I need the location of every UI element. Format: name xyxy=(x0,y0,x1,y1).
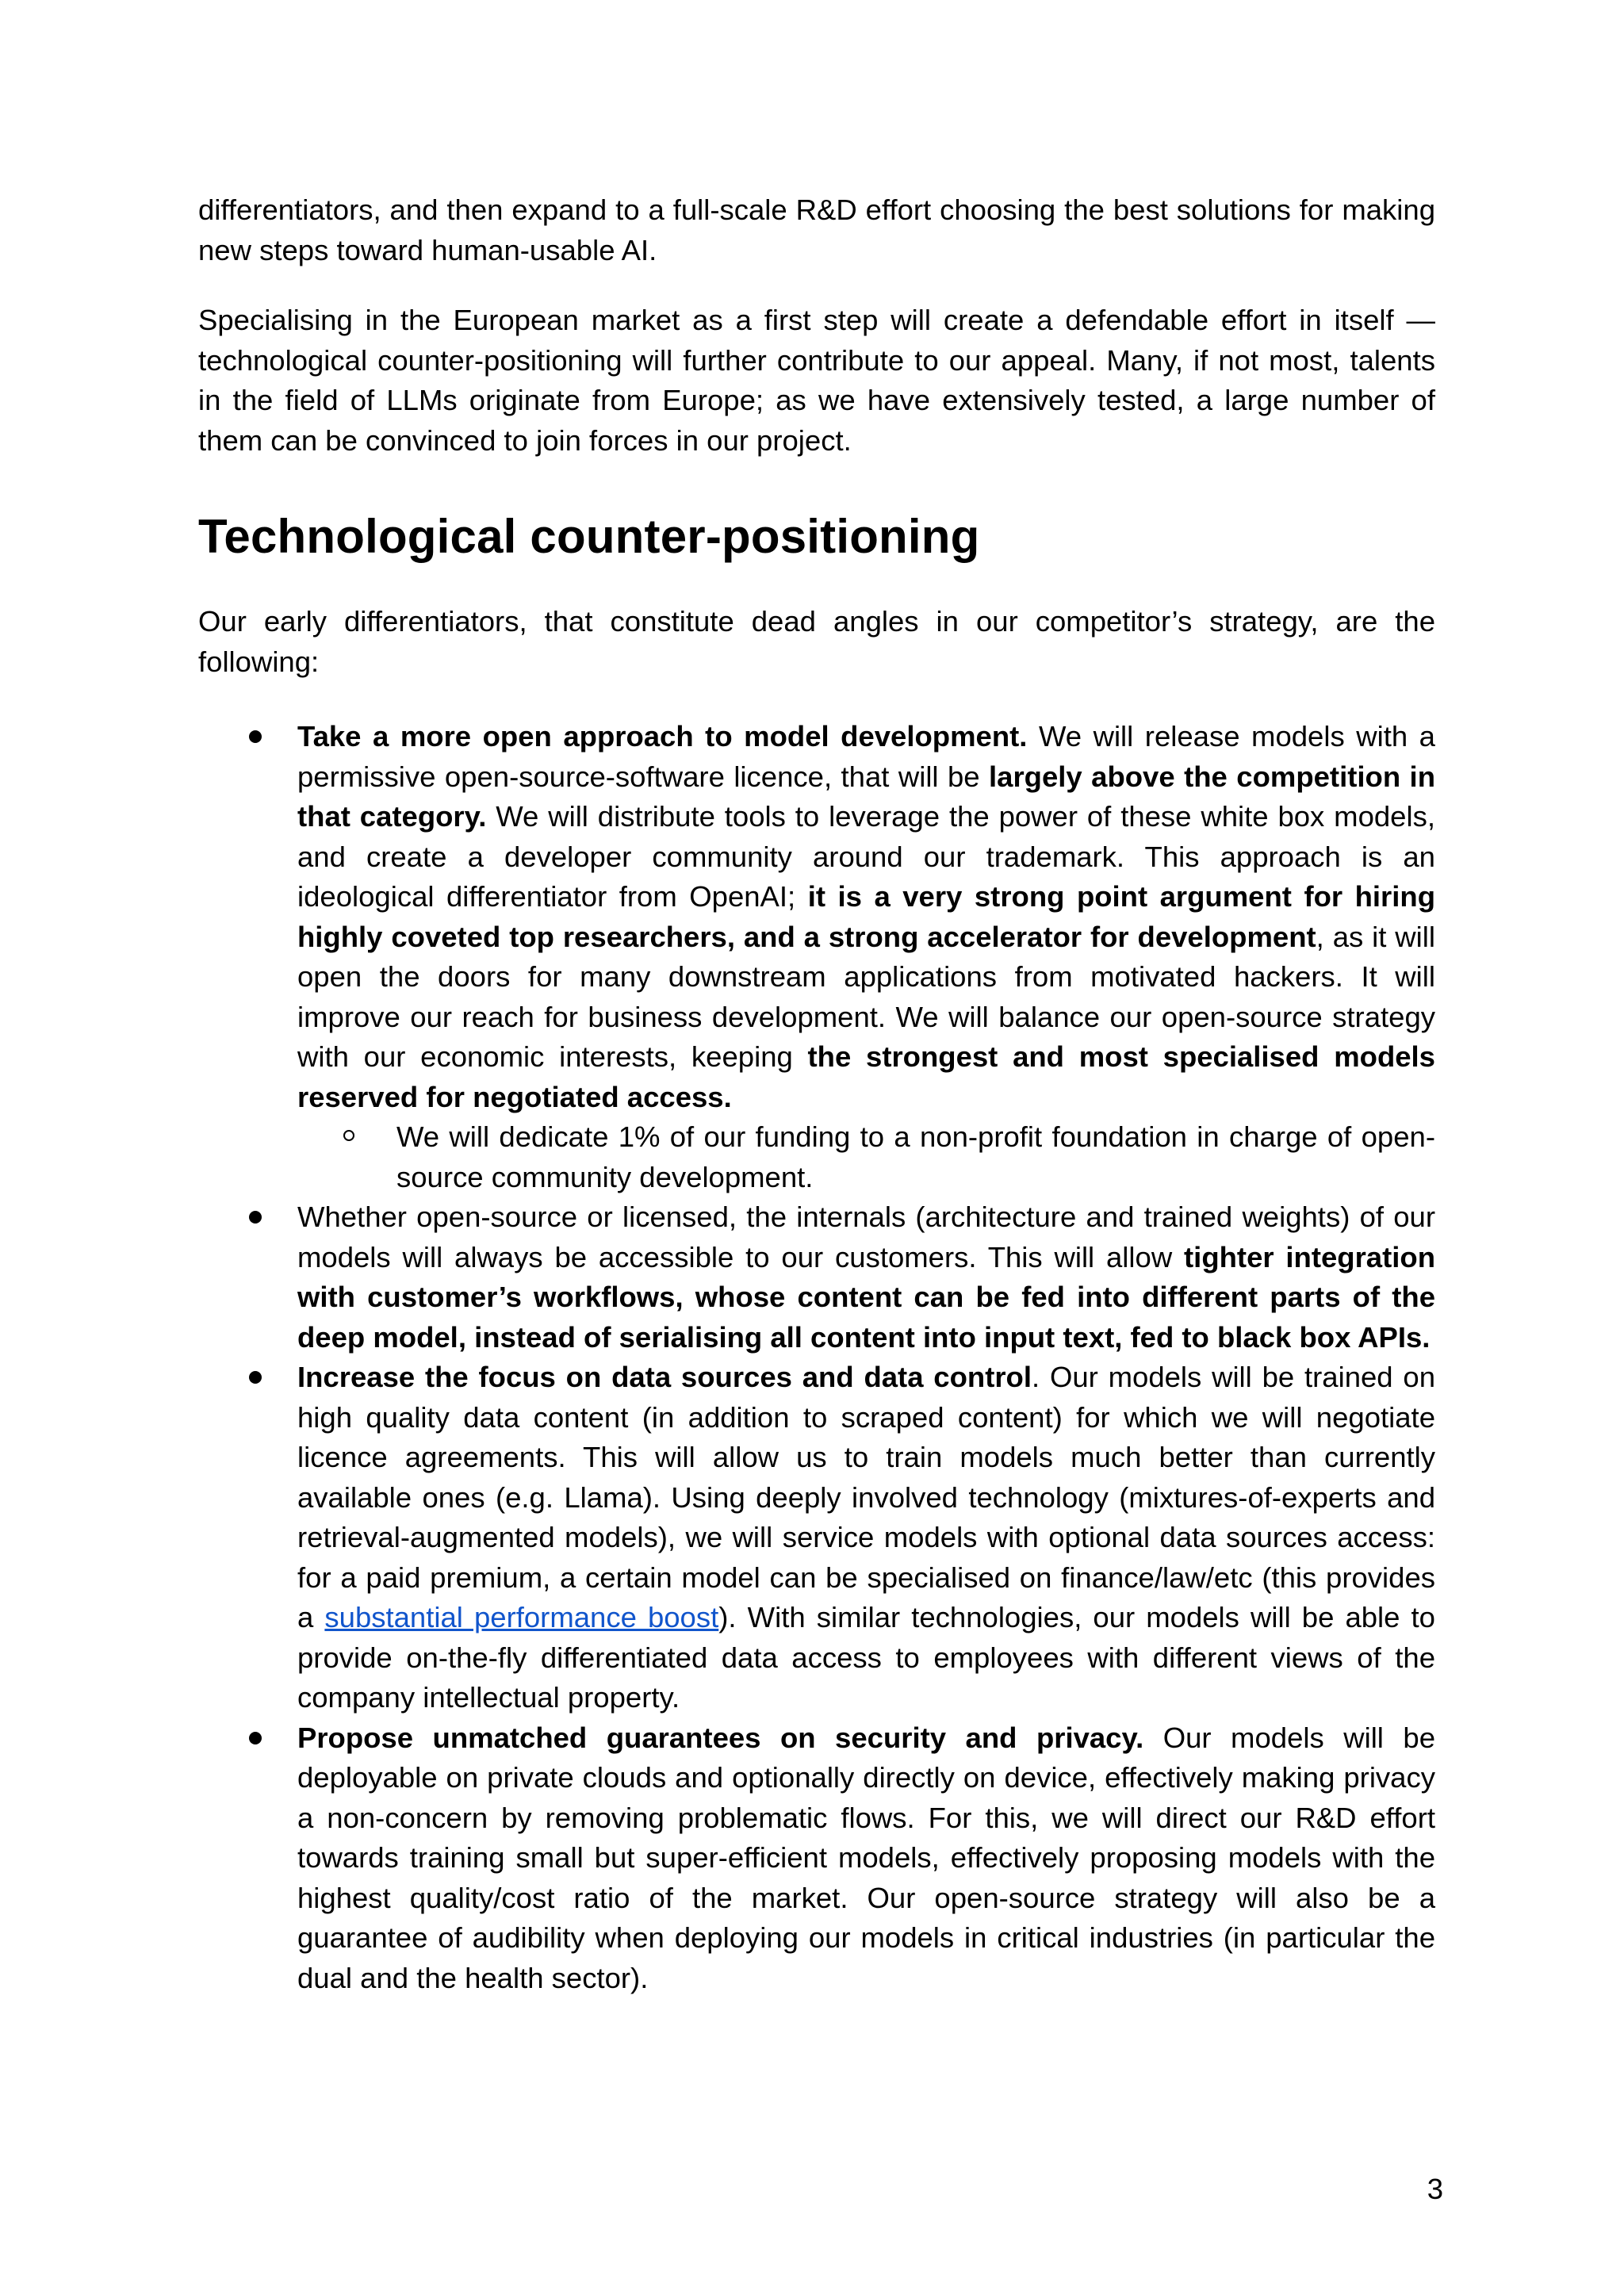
body-text: ). With similar technologies, our models will be able to provide on-the-fly differentiated data access to employees with different views of the company intellectual property. xyxy=(297,1601,1435,1714)
body-text: We will release models with a permissive open-source-software licence, that will be xyxy=(297,720,1435,793)
bold-text: largely above the competition in that category. xyxy=(297,760,1435,833)
list-item-security-privacy xyxy=(198,1718,1435,1999)
performance-boost-link[interactable]: substantial performance boost xyxy=(324,1601,719,1633)
list-item-text xyxy=(297,717,1435,1117)
body-text: Our models will be deployable on private clouds and optionally directly on device, effectively making privacy a non-concern by removing problematic flows. For this, we will direct our R&D effort towards training small but super-efficient models, effectively proposing models with the highest quality/cost ratio of the market. Our open-source strategy will also be a guarantee of audibility when deploying our models in critical industries (in particular the dual and the health sector). xyxy=(297,1721,1436,1994)
body-text: Whether open-source or licensed, the internals (architecture and trained weights) of our models will always be accessible to our customers. This will allow xyxy=(297,1201,1435,1273)
bullet-icon xyxy=(249,1371,262,1384)
hollow-bullet-icon xyxy=(343,1130,354,1141)
bullet-icon xyxy=(249,1732,262,1744)
paragraph-continuation: differentiators, and then expand to a full-scale R&D effort choosing the best solutions for making new steps toward human-usable AI. xyxy=(198,193,1435,266)
bold-text: Propose unmatched guarantees on security and privacy. xyxy=(297,1721,1144,1754)
bold-text: tighter integration with customer’s workflows, whose content can be fed into different parts of the deep model, instead of serialising all content into input text, fed to black box APIs. xyxy=(297,1240,1435,1354)
bold-text: Increase the focus on data sources and data control xyxy=(297,1361,1032,1393)
list-item-text xyxy=(297,1718,1435,1999)
body-text: We will distribute tools to leverage the power of these white box models, and create a developer community around our trademark. This approach is an ideological differentiator from OpenAI; xyxy=(297,800,1435,913)
list-item-data-sources xyxy=(198,1358,1435,1718)
sub-list xyxy=(297,1117,1435,1197)
bullet-icon xyxy=(249,1211,262,1224)
section-intro: Our early differentiators, that constitute dead angles in our competitor’s strategy, are the following: xyxy=(198,605,1435,678)
list-item-text xyxy=(297,1358,1435,1718)
bold-text: the strongest and most specialised models reserved for negotiated access. xyxy=(297,1040,1435,1113)
sub-list-item-funding xyxy=(297,1117,1435,1197)
sub-list-item-text: We will dedicate 1% of our funding to a non-profit foundation in charge of open-source community development. xyxy=(396,1120,1435,1193)
body-text: , as it will open the doors for many downstream applications from motivated hackers. It will improve our reach for business development. We will balance our open-source strategy with our economic interests, keeping xyxy=(297,920,1435,1073)
body-text: . Our models will be trained on high quality data content (in addition to scraped content) for which we will negotiate licence agreements. This will allow us to train models much better than currently available ones (e.g. Llama). Using deeply involved technology (mixtures-of-experts and retrieval-augmented models), we will service models with optional data sources access: for a paid premium, a certain model can be specialised on finance/law/etc (this provides a xyxy=(297,1361,1436,1633)
bullet-icon xyxy=(249,730,262,743)
document-page xyxy=(198,190,1435,1998)
differentiators-list xyxy=(198,717,1435,1998)
list-item-open-approach xyxy=(198,717,1435,1197)
section-heading: Technological counter-positioning xyxy=(198,510,980,563)
bold-text: it is a very strong point argument for hiring highly coveted top researchers, and a strong accelerator for development xyxy=(297,880,1435,953)
page-number: 3 xyxy=(1427,2173,1443,2205)
list-item-internals-access xyxy=(198,1197,1435,1358)
list-item-text xyxy=(297,1197,1435,1358)
paragraph-european-market: Specialising in the European market as a first step will create a defendable effort in itself — technological counter-positioning will further contribute to our appeal. Many, if not most, talents in the field of LLMs originate from Europe; as we have extensively tested, a large number of them can be convinced to join forces in our project. xyxy=(198,304,1435,457)
bold-text: Take a more open approach to model development. xyxy=(297,720,1028,753)
